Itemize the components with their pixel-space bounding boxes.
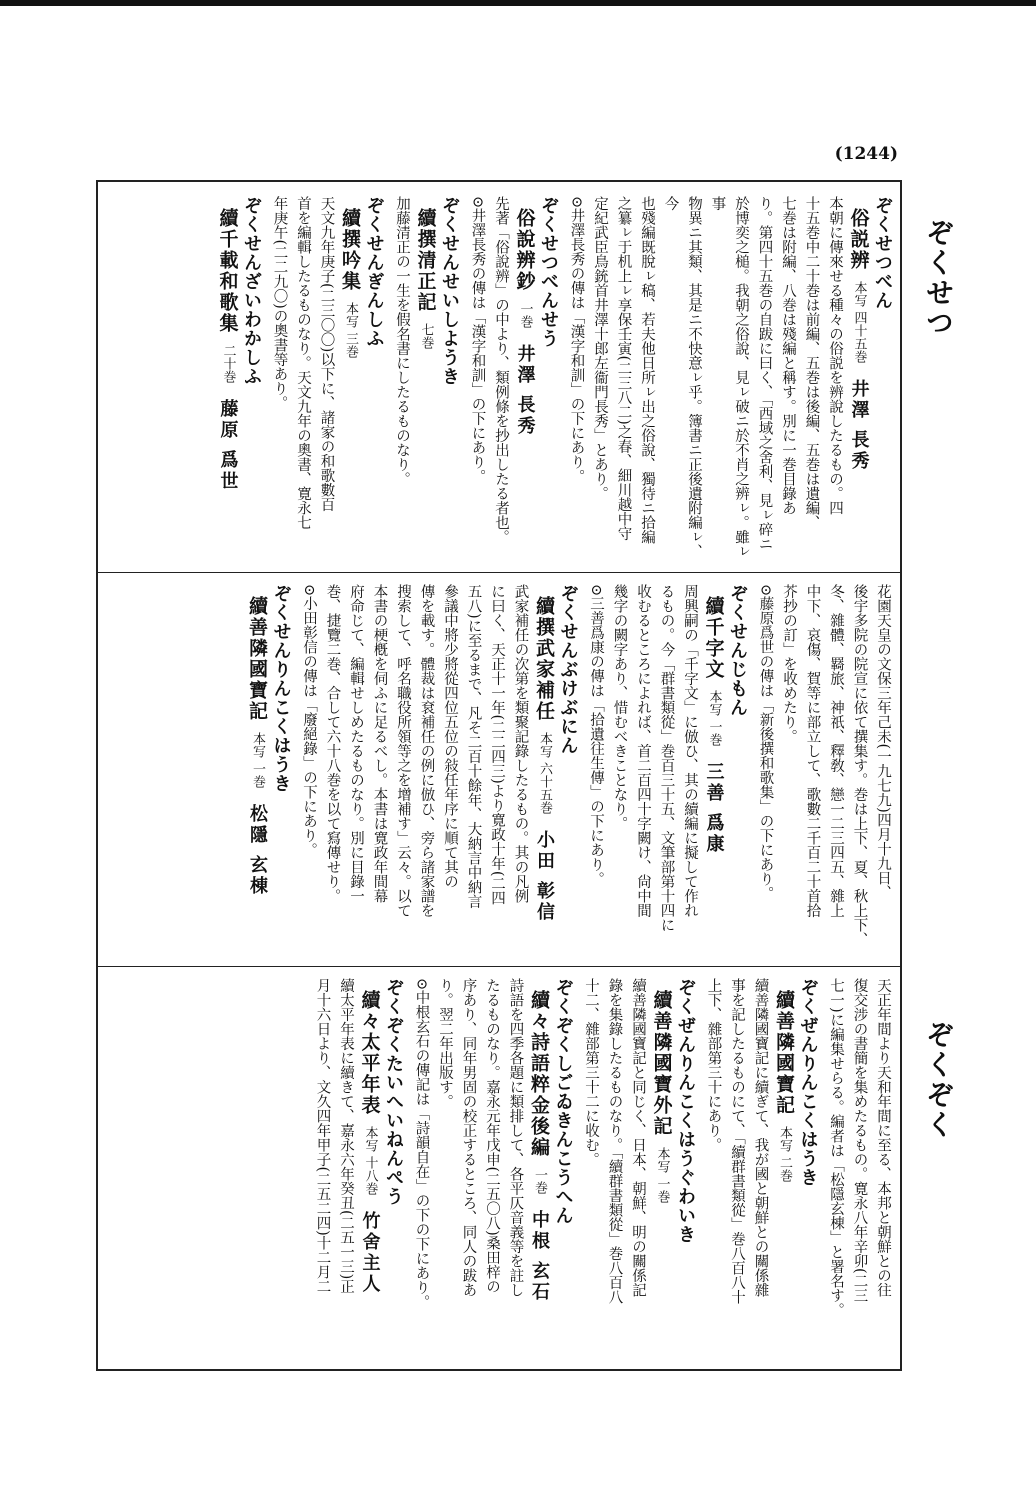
entry-body-line: 定紀武臣鳥銃首井澤十郎左衞門長秀」とあり。 [592,196,608,501]
entry-heading: ぞくせんりんこくはうき [270,584,292,793]
entry-body-line: ⊙三善爲康の傳は「拾遺往生傳」の下にあり。 [588,584,604,887]
entry-body-line: 加藤清正の一生を假名書にしたるものなり。 [394,196,410,486]
entry-title-line [649,978,674,1362]
side-label-bottom: ぞくぞく [922,1020,955,1140]
entry-body-line: 後宇多院の院宣に依て撰集す。巻は上下、夏、秋上下、 [851,584,868,947]
entry-title: 俗説辨 [847,208,870,271]
entry-body-line: 幾字の闕字あり、惜むべきことなり。 [611,584,628,831]
entry-title-line [357,978,382,1362]
entry-body-line: り。第四十五巻の自跋に曰く、「西域之舍利、見ㇾ碎ニ [756,196,773,552]
entry-volume: 本写 一巻 [706,690,722,747]
entry-title: 續々詩語粹金後編 [528,990,550,1158]
entry-volume: 本写 二巻 [777,1126,792,1183]
top-rule [0,0,1036,6]
entry-title: 續撰武家補任 [533,596,555,722]
entry-title-line [532,584,557,958]
entry-title: 續撰吟集 [339,208,361,292]
entry-body-line: 府命じて、編輯せしめたるものなり。別に目錄一 [348,584,364,903]
entry-heading: ぞくぞくたいへいねんぺう [383,978,404,1206]
section-middle [104,584,894,958]
entry-body-line: るもの。今「群書類從」巻百三十五、文筆部第十四に [658,584,675,932]
entry-title: 續善隣國寶記 [246,596,268,722]
entry-volume: 本写 一巻 [250,732,265,789]
entry-body-line: 物異ニ其類、其是ニ不快意ㇾ乎。簿書ニ正後遺附編ㇾ、今 [662,196,702,559]
entry-body-line: 也殘編既脫ㇾ稿、若夫他日所ㇾ出之俗說、獨待ニ拾編 [639,196,655,544]
entry-body-line: 續善隣國寶記と同じく、日本、朝鮮、明の關係記 [630,978,646,1297]
entry-title: 續善隣國寶記 [773,990,795,1116]
entry-body-line: 序あり、同年男固の校正するところ、同人の跋あ [460,978,477,1297]
entry-body-line: 搜索して、呼名職役所領等之を增補す」云々。以て [395,584,411,918]
entry-body-line: 天正年間より天和年間に至る、本邦と朝鮮との往 [875,978,891,1297]
entry-volume: 本写 三巻 [343,302,358,359]
entry-author: 三善 爲康 [703,762,725,856]
entry-title: 俗說辨鈔 [513,208,536,292]
entry-volume: 七巻 [418,323,434,349]
entry-body-line: 於博奕之槌。我朝之俗說、見ㇾ破ニ於不肖之辨ㇾ。雖ㇾ事 [709,196,749,559]
entry-author: 井澤 長秀 [848,379,870,473]
entry-body-line: 冬、雜體、羇旅、神祇、釋敎、戀一二三四五、雜上 [828,584,844,918]
entry-body-line: 續善隣國寶記に續ぎて、我が國と朝鮮との關係雜 [752,978,769,1297]
entry-volume: 一巻 [532,1168,547,1194]
entry-body-line: 詩語を四季各題に類排して、各平仄音義等を註し [507,978,524,1297]
entry-body-line: 事を記したるものにて、「續群書類從」巻八百八十 [729,978,745,1305]
entry-heading: ぞくぞくしごゐきんこうへん [552,978,574,1225]
entry-volume: 本写 十八巻 [362,1126,378,1196]
entry-body-line: 之纂ㇾ于机上ㇾ享保壬寅(二三八二)之春、細川越中守 [615,196,632,541]
entry-title-line [215,196,240,564]
entry-body-line: 七巻は附編、八巻は殘編と稱す。別に一巻目錄あ [780,196,796,515]
entry-body-line: たるものなり。嘉永元年戊申(二五〇八)桑田梓の [484,978,500,1294]
entry-heading: ぞくせんじもん [727,584,748,717]
entry-volume: 一巻 [517,302,533,328]
entry-body-line: に曰く、天正十一年(二二四三)より寛政十年(二四 [489,584,505,906]
entry-title-line [701,584,726,958]
entry-body-line: 先著「俗說辨」の中より、類例條を抄出したる者也。 [493,196,509,544]
entry-title-line [527,978,552,1362]
entry-body-line: 續太平年表に續きて、嘉永六年癸丑(二五一三)正 [338,978,354,1294]
entry-body-line: ⊙井澤長秀の傳は「漢字和訓」の下にあり。 [469,196,486,484]
entry-author: 井澤 長秀 [514,344,536,438]
entry-body-line: 十二、雜部第三十二に收む。 [583,978,599,1167]
entry-body-line: 花園天皇の文保三年己未(一九七九)四月十九日、 [875,584,891,900]
entry-title-line [413,196,438,564]
entry-volume: 本写 四十五巻 [851,281,867,364]
entry-heading: ぞくせつべんせう [538,196,559,348]
entry-heading: ぞくせんせいしようき [439,196,460,386]
entry-body-line: 月十六日より、文久四年甲子(二五二四)十二月二 [314,978,331,1294]
entry-title-line [245,584,270,958]
entry-body-line: 七一)に編集せらる。編者は「松隱玄棟」と署名す。 [828,978,844,1318]
entry-body-line: 巻、捷覽二巻、合して六十八巻を以て寫傳せり。 [324,584,341,903]
entry-body-line: 參議中將少將從四位五位の敍任年序に順て其の [442,584,458,889]
entry-body-line: 復交涉の書簡を集めたるもの。寛永八年辛卯(二三 [851,978,868,1303]
entry-title-line [338,196,363,564]
entry-body-line: 中下、哀傷、賀等に部立して、歌數二千百二十首拾 [804,584,821,918]
entry-volume: 二十巻 [220,344,236,383]
entry-body-line: 武家補任の次第を類聚記錄したるもの。其の凡例 [512,584,529,903]
entry-body-line: 上下、雜部第三十にあり。 [705,978,722,1152]
entry-heading: ぞくぜんりんこくはうぐわいき [675,978,696,1244]
entry-body-line: 芥抄の訂」を收めたり。 [781,584,797,744]
entry-body-line: 年庚午(二二九〇)の奧書等あり。 [271,196,288,411]
entry-title: 續々太平年表 [358,990,381,1116]
page-number: (1244) [834,144,898,164]
entry-volume: 本写 一巻 [654,1147,670,1204]
entry-heading: ぞくせんざいわかしふ [241,196,262,386]
entry-author: 藤原 爲世 [217,399,239,493]
entry-title-line [512,196,537,564]
entry-title: 續善隣國寶外記 [650,990,673,1137]
entry-heading: ぞくぜんりんこくはうき [797,978,819,1187]
entry-body-line: ⊙中根玄石の傳記は「詩韻自在」の下の下にあり。 [413,978,430,1310]
entry-heading: ぞくせんぎんしふ [363,196,385,348]
entry-body-line: 本書の梗槪を伺ふに足るべし。本書は寛政年間幕 [371,584,388,903]
entry-title: 續千載和歌集 [216,208,239,334]
entry-title: 續千字文 [702,596,725,680]
entry-title: 續撰清正記 [414,208,437,313]
entry-heading: ぞくせつべん [872,196,893,310]
entry-title-line [846,196,871,564]
section-divider-1 [96,572,902,573]
entry-author: 中根 玄石 [529,1210,550,1304]
section-lower [104,978,894,1362]
entry-body-line: 收むるところによれば、首二百四十字闕け、尙中間 [635,584,651,918]
entry-body-line: ⊙小田彰信の傳は「廢絕錄」の下にあり。 [301,584,317,858]
entry-body-line: 天文九年庚子(二三〇〇)以下に、諸家の和歌數百 [318,196,335,512]
entry-body-line: ⊙井澤長秀の傳は「漢字和訓」の下にあり。 [568,196,585,484]
entry-body-line: 傳を載す。體裁は袞補任の例に倣ひ、旁ら諸家譜を [418,584,435,918]
entry-body-line: 本朝に傳來せる種々の俗説を辨說したるもの。四 [827,196,843,515]
entry-body-line: 周興嗣の「千字文」に倣ひ、其の續編に擬して作れ [682,584,698,918]
side-label-top: ぞくせつ [922,218,955,338]
entry-body-line: り。翌二年出版す。 [437,978,453,1109]
entry-heading: ぞくせんぶけぶにん [557,584,579,755]
entry-body-line: 十五巻中二十巻は前編、五巻は後編、五巻は遺編、 [803,196,820,530]
entry-body-line: 五八)に至るまで、凡そ二百十餘年、大納言中納言 [465,584,482,909]
section-divider-2 [96,966,902,967]
entry-title-line [772,978,797,1362]
entry-author: 竹舍主人 [359,1211,381,1296]
entry-volume: 本写 六十五巻 [537,732,552,815]
entry-author: 松隱 玄棟 [247,804,268,898]
entry-body-line: 錄を集錄したるものなり。「續群書類從」巻八百八 [606,978,623,1305]
entry-author: 小田 彰信 [534,830,555,924]
entry-body-line: ⊙藤原爲世の傳は「新後撰和歌集」の下にあり。 [757,584,774,901]
section-upper [104,196,894,564]
entry-body-line: 首を編輯したるものなり。天文九年の奧書、寛永七 [295,196,311,530]
